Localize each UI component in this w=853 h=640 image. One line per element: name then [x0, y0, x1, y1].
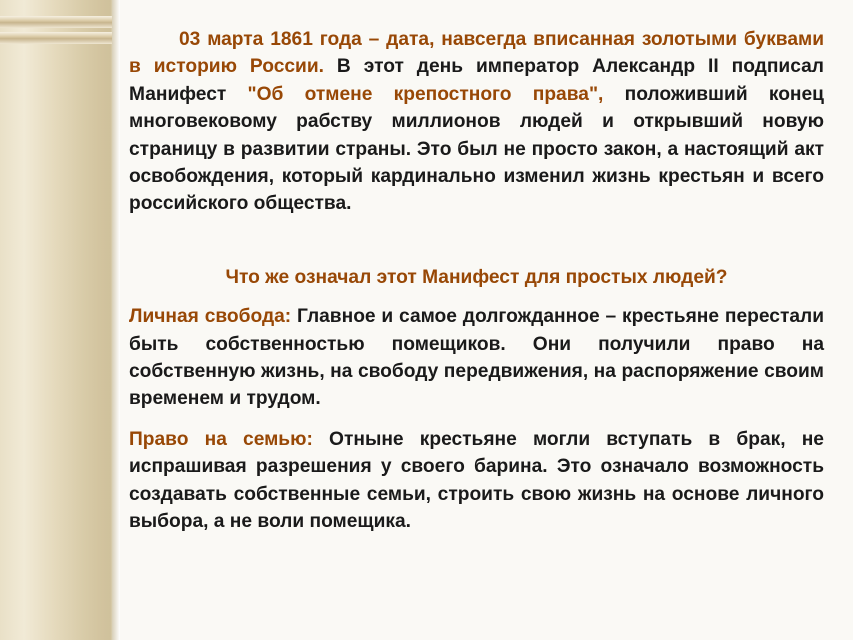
section-heading: Что же означал этот Манифест для простых людей?: [225, 266, 728, 288]
decorative-stripe-bottom: [0, 32, 112, 44]
intro-date-lead: 03 марта 1861 года – дата, навсегда вписанная золотыми буквами в историю России.: [129, 29, 824, 78]
decorative-stripe-top: [0, 16, 112, 28]
intro-text-part-1: В этот день император Александр II подписал Манифест: [129, 56, 824, 105]
point-label: Личная свобода:: [129, 306, 292, 328]
document-body: [129, 26, 824, 549]
decorative-side-band: [0, 0, 120, 640]
point-text: Отныне крестьяне могли вступать в брак, не испрашивая разрешения у своего барина. Это означало возможность создавать собственные семьи, строить свою жизнь на основе личного выбора, а не воли помещика.: [129, 428, 824, 533]
point-label: Право на семью:: [129, 428, 313, 450]
manifest-title: "Об отмене крепостного права",: [247, 83, 604, 105]
point-text: Главное и самое долгожданное – крестьяне перестали быть собственностью помещиков. Они получили право на собственную жизнь, на свободу передвижения, на распоряжение своим временем и трудом.: [129, 306, 824, 410]
intro-paragraph: [129, 26, 824, 218]
point-personal-freedom: [129, 303, 824, 413]
intro-text-part-2: положивший конец многовековому рабству миллионов людей и открывший новую страницу в развитии страны. Это был не просто закон, а настоящий акт освобождения, который кардинально изменил жизнь крестьян и всего российского общества.: [129, 83, 824, 215]
point-family-right: [129, 426, 824, 536]
